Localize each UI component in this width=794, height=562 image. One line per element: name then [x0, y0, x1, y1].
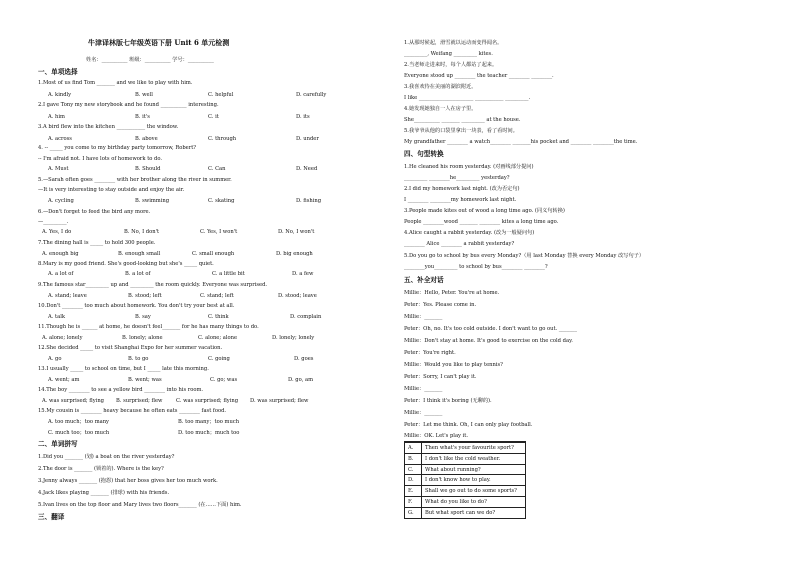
translation-4-en: She__________ _______ _________ at the house.: [404, 117, 521, 123]
dialogue-line-7: Millie：Would you like to play tennis?: [404, 362, 503, 368]
translation-2-zh: 2.当老师走进来时，每个人都站了起来。: [404, 62, 498, 68]
options-row-7d: D. big enough: [276, 251, 313, 257]
options-row-7a: A. enough big: [42, 251, 79, 257]
question-5-reply: —It is very interesting to stay outside and enjoy the air.: [38, 187, 185, 193]
options-row-13d: D. go, am: [288, 377, 314, 383]
dialogue-line-9: Millie：_______: [404, 386, 443, 392]
options-row-13b: B. went; was: [128, 377, 162, 383]
transform-3-blank: People ________wood _______ ________ kites a long time ago.: [404, 219, 559, 225]
options-row-7b: B. enough small: [118, 251, 161, 257]
options-row-11c: C. alone; alone: [198, 335, 238, 341]
question-7: 7.The dining hall is _____ to hold 300 people.: [38, 240, 156, 246]
question-12: 12.She decided _____ to visit Shanghai Expo for her summer vacation.: [38, 345, 223, 351]
options-row-14c: C. was surprised; flying: [176, 398, 239, 404]
options-row-5b: B. swimming: [135, 198, 170, 204]
options-row-3b: B. above: [135, 136, 158, 142]
question-8: 8.Mary is my good friend. She's good-looking but she's _____ quiet.: [38, 261, 214, 267]
options-row-9a: A. stand; leave: [48, 293, 87, 299]
question-14: 14.The boy ________ to see a yellow bird ________ into his room.: [38, 387, 204, 393]
dialogue-line-4: Peter：Oh, no. It's too cold outside. I don't want to go out. _______: [404, 326, 577, 332]
question-11: 11.Though he is ______ at home, he doesn't feel_______ for he has many things to do.: [38, 324, 259, 330]
dialogue-line-11: Millie：_______: [404, 410, 443, 416]
options-row-2d: D. its: [296, 114, 310, 120]
transform-1: 1.He cleaned his room yesterday. (对画线部分提问): [404, 164, 534, 170]
dialogue-line-2: Peter：Yes. Please come in.: [404, 302, 477, 308]
dialogue-options-table: [404, 441, 526, 519]
question-13: 13.I usually _____ to school on time, but I _____ late this morning.: [38, 366, 209, 372]
translation-1-zh: 1.从那时候起，滑雪就以运动而变得闻名。: [404, 40, 503, 46]
options-row-15b: B. too many；too much: [178, 419, 240, 425]
table-row: B. I don't like the cold weather.: [405, 453, 525, 465]
question-15: 15.My cousin is ________ heavy because he often eats ________ fast food.: [38, 408, 227, 414]
dialogue-line-10: Peter：I think it's boring (无聊的).: [404, 398, 492, 404]
question-3: 3.A bird flew into the kitchen ___________ the window.: [38, 124, 179, 130]
options-row-10b: B. say: [135, 314, 151, 320]
transform-2: 2.I did my homework last night. (改为否定句): [404, 186, 520, 192]
options-row-12d: D. goes: [294, 356, 314, 362]
options-row-2a: A. him: [48, 114, 65, 120]
section-heading-translation: 三、翻译: [38, 513, 65, 521]
options-row-11b: B. lonely; alone: [122, 335, 163, 341]
table-row: D. I don't know how to play.: [405, 474, 525, 486]
options-row-14b: B. surprised; flew: [116, 398, 163, 404]
table-row: F. What do you like to do?: [405, 496, 525, 508]
section-heading-dialogue: 五、补全对话: [404, 276, 444, 284]
options-row-6c: C. Yes, I won't: [200, 229, 238, 235]
spelling-1: 1.Did you _______ (划) a boat on the river yesterday?: [38, 454, 175, 460]
translation-2-en: Everyone stood up ________ the teacher ________ ________.: [404, 73, 554, 79]
dialogue-line-12: Peter：Let me think. Oh, I can only play football.: [404, 422, 533, 428]
options-row-4a: A. Must: [48, 166, 69, 172]
options-row-9d: D. stood; leave: [278, 293, 317, 299]
options-row-5d: D. fishing: [296, 198, 322, 204]
options-row-3c: C. through: [208, 136, 237, 142]
options-row-3a: A. across: [48, 136, 72, 142]
options-row-10d: D. complain: [290, 314, 322, 320]
options-row-12c: C. going: [208, 356, 230, 362]
options-row-2b: B. it's: [135, 114, 150, 120]
options-row-10c: C. think: [208, 314, 229, 320]
options-row-14d: D. was surprised; flew: [250, 398, 309, 404]
question-9: 9.The famous star_________ up and _________ the room quickly. Everyone was surprised.: [38, 282, 268, 288]
options-row-11a: A. alone; lonely: [42, 335, 83, 341]
options-row-11d: D. lonely; lonely: [272, 335, 315, 341]
options-row-3d: D. under: [296, 136, 319, 142]
translation-3-en: I like _____________________ ___________ _________.: [404, 95, 531, 101]
spelling-2: 2.The door is _______ (锁着的). Where is the key?: [38, 466, 164, 472]
spelling-3: 3.Jenny always _______ (抱怨) that her boss gives her too much work.: [38, 478, 218, 484]
transform-4-blank: ________ Alice ________ a rabbit yesterday?: [404, 241, 515, 247]
options-row-14a: A. was surprised; flying: [42, 398, 104, 404]
dialogue-line-13: Millie：OK. Let's play it.: [404, 433, 469, 439]
section-heading-spelling: 二、单词拼写: [38, 440, 78, 448]
options-row-15c: C. much too；too much: [48, 430, 110, 436]
transform-5-blank: ________you_________ to school by bus________ ________?: [404, 264, 548, 270]
options-row-9b: B. stood; left: [128, 293, 162, 299]
section-heading-multiple-choice: 一、单项选择: [38, 68, 78, 76]
table-row: E. Shall we go out to do some sports?: [405, 485, 525, 497]
transform-5: 5.Do you go to school by bus every Monday?（用 last Monday 替换 every Monday 改写句子）: [404, 253, 645, 259]
transform-4: 4.Alice caught a rabbit yesterday. (改为一般疑问句): [404, 230, 535, 236]
page-title: 牛津译林版七年级英语下册 Unit 6 单元检测: [88, 38, 230, 47]
options-row-1a: A. kindly: [48, 92, 72, 98]
transform-2-blank: I ________ ________my homework last night.: [404, 197, 517, 203]
question-2: 2.I gave Tony my new storybook and he found __________ interesting.: [38, 102, 219, 108]
options-row-15d: D. too much；much too: [178, 430, 240, 436]
dialogue-line-8: Peter：Sorry, I can't play it.: [404, 374, 477, 380]
options-row-8a: A. a lot of: [48, 271, 74, 277]
dialogue-line-6: Peter：You're right.: [404, 350, 456, 356]
options-row-8b: B. a lot of: [125, 271, 151, 277]
options-row-15a: A. too much；too many: [48, 419, 109, 425]
question-10: 10.Don't ________ too much about homework. You don't try your best at all.: [38, 303, 235, 309]
options-row-4c: C. Can: [208, 166, 226, 172]
dialogue-line-3: Millie：_______: [404, 314, 443, 320]
translation-5-zh: 5.我爷爷从他的口袋里拿出一块表，看了看时间。: [404, 128, 518, 134]
options-row-7c: C. small enough: [192, 251, 235, 257]
options-row-6a: A. Yes, I do: [42, 229, 72, 235]
options-row-10a: A. talk: [48, 314, 66, 320]
table-row: A. Then what's your favourite sport?: [405, 442, 525, 454]
translation-4-zh: 4.她发现她独自一人在房子里。: [404, 106, 477, 112]
options-row-5c: C. skating: [208, 198, 235, 204]
options-row-13a: A. went; am: [48, 377, 80, 383]
options-row-8d: D. a few: [292, 271, 314, 277]
options-row-8c: C. a little bit: [212, 271, 245, 277]
dialogue-line-5: Millie：Don't stay at home. It's good to exercise on the cold day.: [404, 338, 573, 344]
options-row-1c: C. helpful: [208, 92, 234, 98]
options-row-1d: D. carefully: [296, 92, 327, 98]
question-1: 1.Most of us find Tom _______ and we like to play with him.: [38, 80, 193, 86]
question-4-reply: -- I'm afraid not. I have lots of homework to do.: [38, 156, 163, 162]
transform-1-blank: _________ ________he_________ yesterday?: [404, 175, 510, 181]
options-row-4b: B. Should: [135, 166, 161, 172]
question-6: 6.—Don't forget to feed the bird any more.: [38, 209, 151, 215]
options-row-1b: B. well: [135, 92, 153, 98]
question-5: 5.—Sarah often goes ________ with her brother along the river in summer.: [38, 177, 232, 183]
spelling-4: 4.Jack likes playing _______ (排球) with his friends.: [38, 490, 170, 496]
student-info-line: 姓名：__________ 班级：__________ 学号：__________: [86, 57, 214, 63]
translation-5-en: My grandfather ________ a watch________ _______his pocket and ________ ________the time.: [404, 139, 638, 145]
table-row: G. But what sport can we do?: [405, 507, 525, 519]
table-row: C. What about running?: [405, 464, 525, 476]
options-row-4d: D. Need: [296, 166, 318, 172]
translation-3-zh: 3.我喜欢待在美丽的湖滨附近。: [404, 84, 477, 90]
options-row-6d: D. No, I won't: [278, 229, 315, 235]
options-row-5a: A. cycling: [48, 198, 74, 204]
spelling-5: 5.Ivan lives on the top floor and Mary lives two floors_______ (在……下面) him.: [38, 502, 242, 508]
question-6-reply: —_________.: [38, 219, 69, 225]
options-row-2c: C. it: [208, 114, 219, 120]
options-row-12b: B. to go: [128, 356, 149, 362]
transform-3: 3.People made kites out of wood a long time ago. (同义句转换): [404, 208, 565, 214]
options-row-12a: A. go: [48, 356, 62, 362]
question-4: 4. -- _____ you come to my birthday party tomorrow, Robert?: [38, 145, 197, 151]
dialogue-line-1: Millie：Hello, Peter. You're at home.: [404, 290, 500, 296]
options-row-13c: C. go; was: [210, 377, 238, 383]
options-row-6b: B. No, I don't: [124, 229, 160, 235]
options-row-9c: C. stand; left: [200, 293, 234, 299]
translation-1-en: _________, Weifang _________ kites.: [404, 51, 493, 57]
section-heading-transformation: 四、句型转换: [404, 150, 444, 158]
